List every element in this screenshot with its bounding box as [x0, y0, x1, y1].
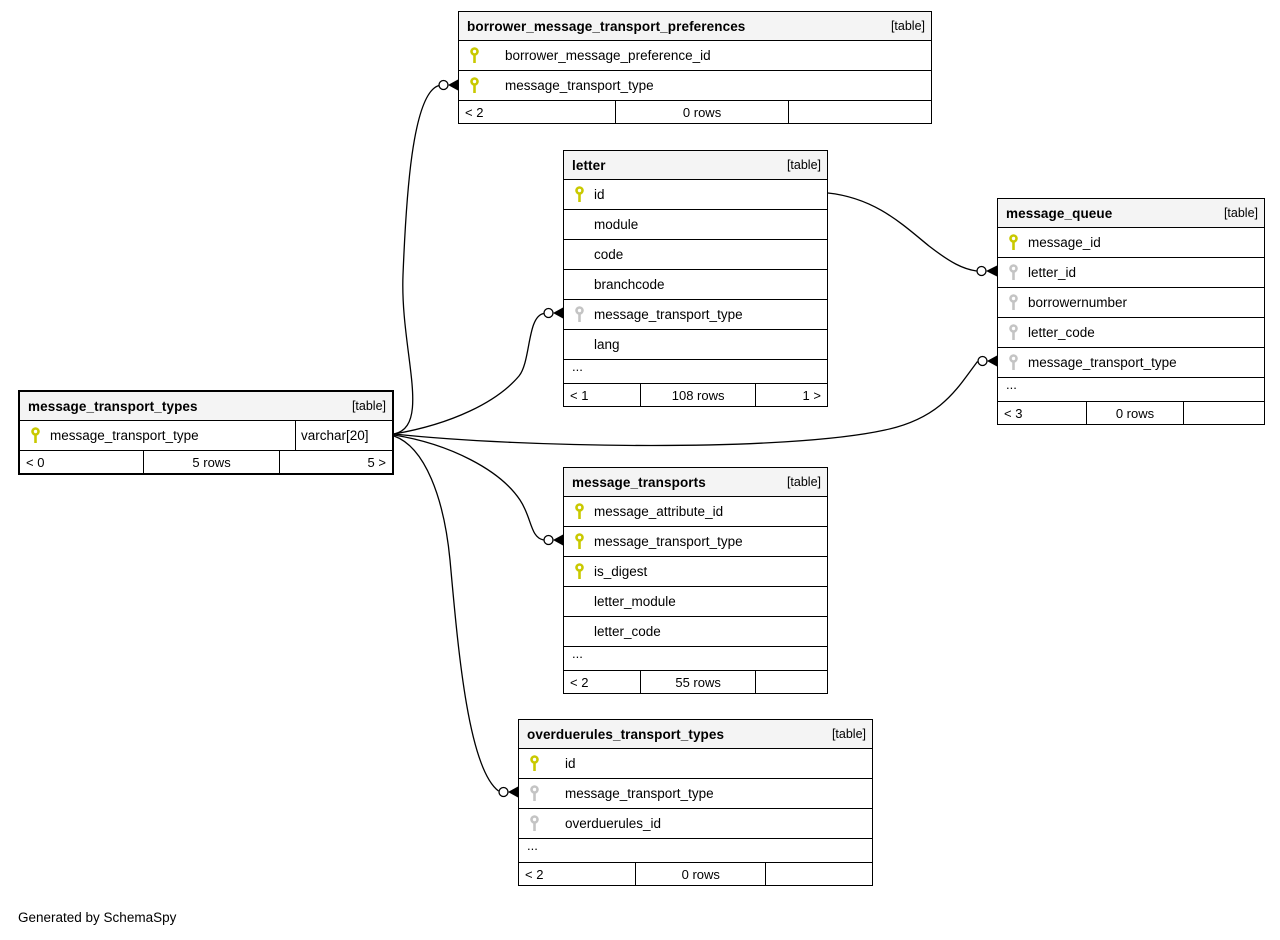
table-header: [564, 151, 827, 179]
edge-letter-to-message-queue: [828, 193, 997, 277]
column-row-code: [564, 239, 827, 269]
children-count: < 0: [26, 454, 45, 470]
table-header: [20, 392, 392, 420]
column-name: message_transport_type: [565, 786, 714, 801]
foreign-key-icon: [1008, 354, 1020, 371]
column-name: message_transport_type: [1028, 355, 1177, 370]
table-name[interactable]: borrower_message_transport_preferences: [467, 18, 746, 34]
foreign-key-icon: [1008, 294, 1020, 311]
more-columns-ellipsis: ...: [519, 838, 872, 862]
table-node-message_transport_types[interactable]: [18, 390, 394, 475]
foreign-key-icon: [529, 785, 541, 802]
column-name: lang: [594, 337, 620, 352]
primary-key-icon: [30, 427, 42, 444]
edge-mtt-to-overduerules: [394, 436, 518, 798]
column-name: message_transport_type: [594, 534, 743, 549]
primary-key-icon: [574, 563, 586, 580]
column-name: id: [594, 187, 605, 202]
primary-key-icon: [469, 77, 481, 94]
children-count: < 1: [570, 387, 589, 403]
column-row-lang: [564, 329, 827, 359]
column-row-id: [519, 748, 872, 778]
column-name: letter_id: [1028, 265, 1077, 280]
column-row-letter_module: [564, 586, 827, 616]
table-badge: [table]: [890, 19, 925, 33]
foreign-key-icon: [1008, 324, 1020, 341]
column-row-letter_code: [998, 317, 1264, 347]
column-row-module: [564, 209, 827, 239]
table-stats-footer: [564, 383, 827, 406]
column-name: message_transport_type: [594, 307, 743, 322]
table-stats-footer: [20, 450, 392, 473]
column-row-message_transport_type: [459, 70, 931, 100]
foreign-key-icon: [1008, 264, 1020, 281]
row-count: 0 rows: [635, 863, 766, 885]
column-name: is_digest: [594, 564, 648, 579]
children-count: < 2: [465, 104, 484, 120]
generator-note: Generated by SchemaSpy: [18, 910, 177, 925]
table-stats-footer: [459, 100, 931, 123]
column-row-borrower_message_preference_id: [459, 40, 931, 70]
parents-count: [766, 863, 872, 885]
column-row-message_transport_type: [564, 299, 827, 329]
more-columns-ellipsis: ...: [564, 646, 827, 670]
column-row-letter_code: [564, 616, 827, 646]
table-stats-footer: [998, 401, 1264, 424]
column-row-is_digest: [564, 556, 827, 586]
row-count: 0 rows: [1086, 402, 1184, 424]
parents-count: 5 >: [367, 454, 386, 470]
table-stats-footer: [519, 862, 872, 885]
column-row-message_transport_type: [564, 526, 827, 556]
column-name: message_attribute_id: [594, 504, 724, 519]
primary-key-icon: [469, 47, 481, 64]
edge-mtt-to-message-transports: [394, 435, 563, 546]
table-name[interactable]: overduerules_transport_types: [527, 726, 725, 742]
foreign-key-icon: [529, 815, 541, 832]
column-row-id: [564, 179, 827, 209]
table-name[interactable]: message_queue: [1006, 205, 1113, 221]
foreign-key-icon: [574, 306, 586, 323]
parents-count: [756, 671, 827, 693]
column-name: overduerules_id: [565, 816, 662, 831]
table-header: [459, 12, 931, 40]
column-name: branchcode: [594, 277, 665, 292]
column-name: letter_module: [594, 594, 676, 609]
table-badge: [table]: [786, 475, 821, 489]
column-row-message_attribute_id: [564, 496, 827, 526]
column-row-message_transport_type: [998, 347, 1264, 377]
column-row-message_id: [998, 227, 1264, 257]
children-count: < 2: [525, 866, 544, 882]
table-badge: [table]: [831, 727, 866, 741]
primary-key-icon: [574, 533, 586, 550]
row-count: 108 rows: [640, 384, 756, 406]
column-row-letter_id: [998, 257, 1264, 287]
table-badge: [table]: [1223, 206, 1258, 220]
column-name: code: [594, 247, 624, 262]
table-header: [519, 720, 872, 748]
parents-count: [1184, 402, 1264, 424]
column-row-message_transport_type: [519, 778, 872, 808]
column-name: message_transport_type: [50, 428, 199, 443]
column-name: borrower_message_preference_id: [505, 48, 711, 63]
row-count: 55 rows: [640, 671, 756, 693]
children-count: < 3: [1004, 405, 1023, 421]
table-node-borrower_message_transport_preferences[interactable]: [458, 11, 932, 124]
column-name: message_id: [1028, 235, 1101, 250]
table-header: [564, 468, 827, 496]
primary-key-icon: [529, 755, 541, 772]
column-name: letter_code: [594, 624, 661, 639]
table-name[interactable]: message_transport_types: [28, 398, 198, 414]
primary-key-icon: [574, 186, 586, 203]
more-columns-ellipsis: ...: [564, 359, 827, 383]
edge-mtt-to-letter: [394, 308, 563, 435]
row-count: 5 rows: [143, 451, 281, 473]
column-row-branchcode: [564, 269, 827, 299]
table-badge: [table]: [786, 158, 821, 172]
column-name: letter_code: [1028, 325, 1095, 340]
table-node-message_queue[interactable]: [997, 198, 1265, 425]
edge-mtt-to-borrower-preferences: [394, 80, 458, 435]
table-node-message_transports[interactable]: [563, 467, 828, 694]
column-name: borrowernumber: [1028, 295, 1128, 310]
column-name: id: [565, 756, 576, 771]
table-stats-footer: [564, 670, 827, 693]
parents-count: 1 >: [802, 387, 821, 403]
primary-key-icon: [1008, 234, 1020, 251]
table-header: [998, 199, 1264, 227]
table-node-overduerules_transport_types[interactable]: [518, 719, 873, 886]
column-row-borrowernumber: [998, 287, 1264, 317]
column-name: module: [594, 217, 639, 232]
column-row-message_transport_type: [20, 420, 392, 450]
table-name[interactable]: message_transports: [572, 474, 706, 490]
column-row-overduerules_id: [519, 808, 872, 838]
parents-count: [789, 101, 931, 123]
primary-key-icon: [574, 503, 586, 520]
more-columns-ellipsis: ...: [998, 377, 1264, 401]
table-badge: [table]: [351, 399, 386, 413]
column-type: varchar[20]: [295, 421, 392, 451]
table-node-letter[interactable]: [563, 150, 828, 407]
row-count: 0 rows: [615, 101, 790, 123]
table-name[interactable]: letter: [572, 157, 606, 173]
children-count: < 2: [570, 674, 589, 690]
column-name: message_transport_type: [505, 78, 654, 93]
